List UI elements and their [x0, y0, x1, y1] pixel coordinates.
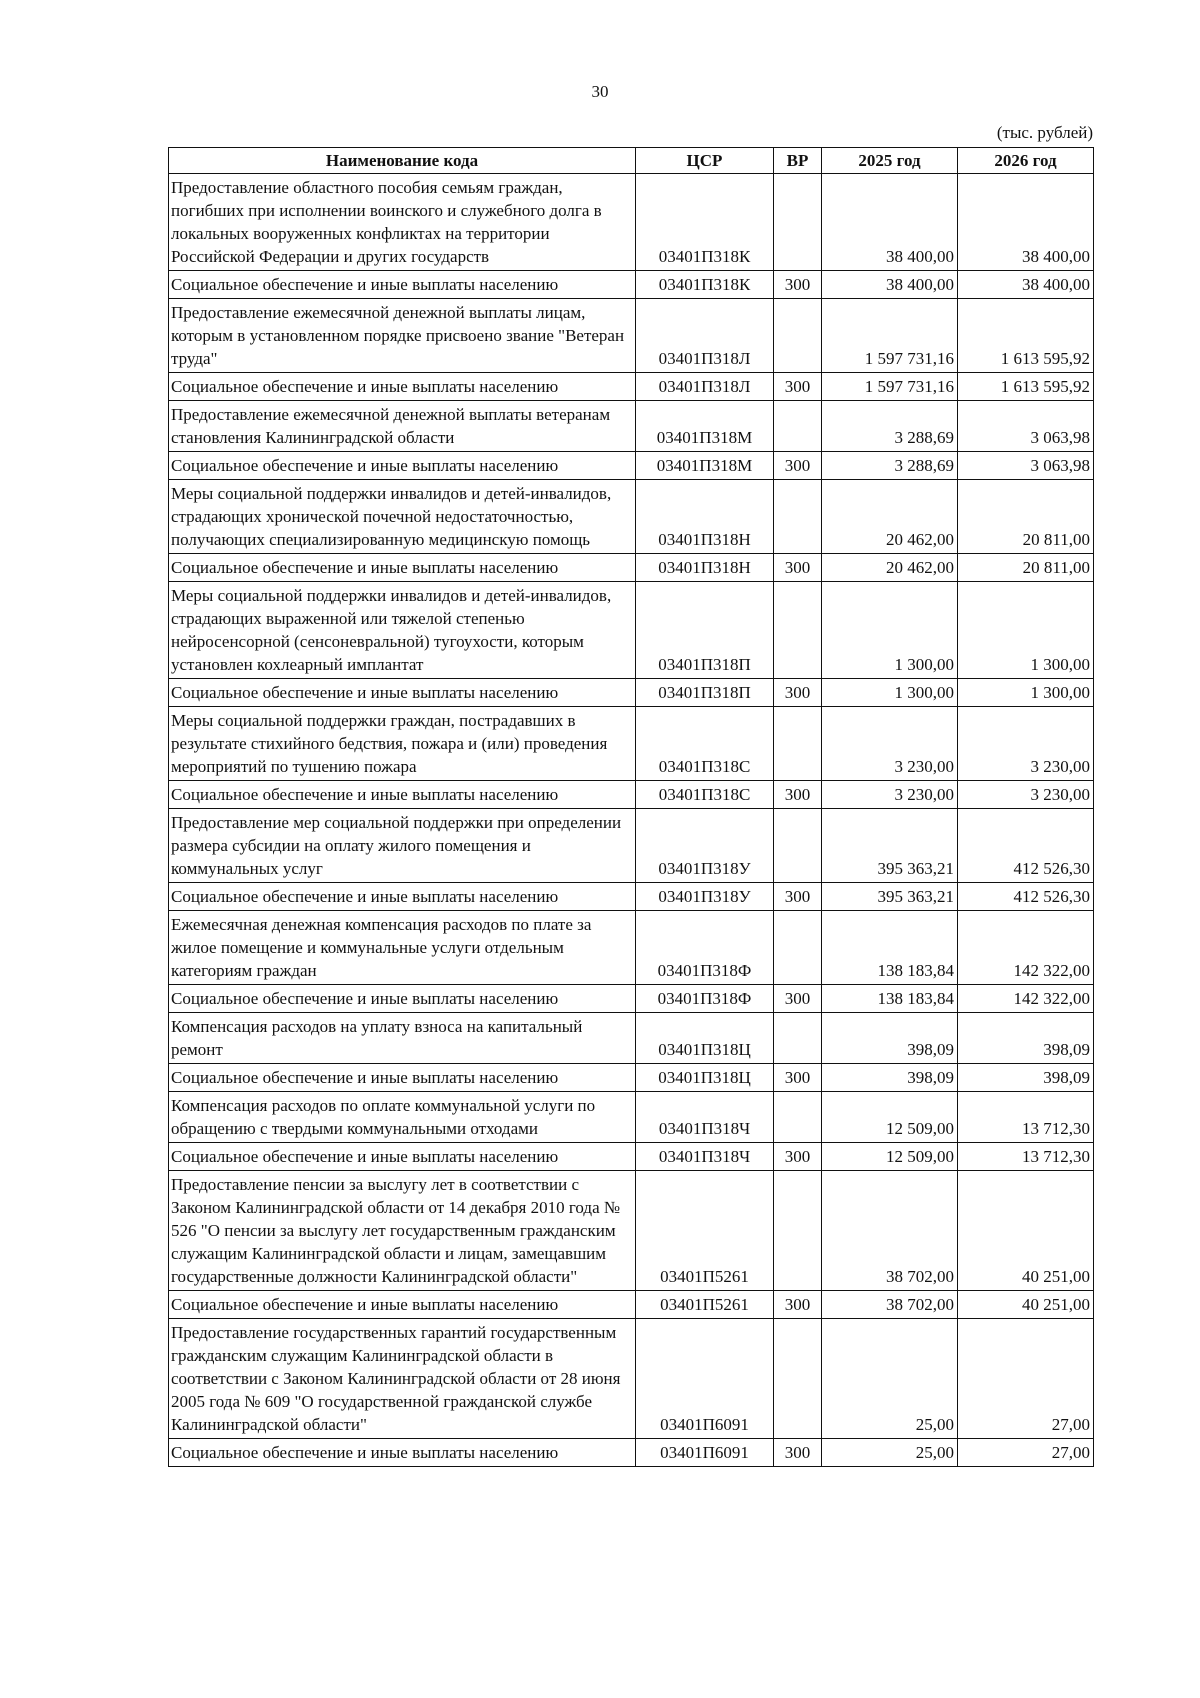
cell-2026: 27,00: [958, 1439, 1094, 1467]
cell-vr: [774, 707, 822, 781]
cell-2026: 3 230,00: [958, 781, 1094, 809]
cell-2026: 1 613 595,92: [958, 373, 1094, 401]
cell-name: Социальное обеспечение и иные выплаты населению: [169, 883, 636, 911]
cell-2026: 142 322,00: [958, 911, 1094, 985]
cell-2025: 25,00: [822, 1439, 958, 1467]
table-row: [169, 911, 1094, 985]
header-2025: 2025 год: [822, 148, 958, 174]
table-row: [169, 373, 1094, 401]
cell-2025: 20 462,00: [822, 554, 958, 582]
cell-csr: 03401П318Ц: [636, 1064, 774, 1092]
cell-vr: 300: [774, 883, 822, 911]
cell-2025: 38 702,00: [822, 1291, 958, 1319]
cell-2026: 1 300,00: [958, 582, 1094, 679]
cell-name: Социальное обеспечение и иные выплаты населению: [169, 985, 636, 1013]
header-2026: 2026 год: [958, 148, 1094, 174]
table-body: [169, 174, 1094, 1467]
cell-name: Предоставление мер социальной поддержки при определении размера субсидии на оплату жилого помещения и коммунальных услуг: [169, 809, 636, 883]
cell-vr: [774, 299, 822, 373]
cell-2025: 138 183,84: [822, 985, 958, 1013]
cell-2025: 20 462,00: [822, 480, 958, 554]
cell-vr: 300: [774, 271, 822, 299]
cell-2025: 1 597 731,16: [822, 299, 958, 373]
cell-name: Меры социальной поддержки инвалидов и детей-инвалидов, страдающих хронической почечной недостаточностью, получающих специализированную медицинскую помощь: [169, 480, 636, 554]
table-row: [169, 480, 1094, 554]
cell-2025: 1 597 731,16: [822, 373, 958, 401]
cell-2026: 3 063,98: [958, 452, 1094, 480]
table-row: [169, 299, 1094, 373]
table-row: [169, 174, 1094, 271]
table-row: [169, 707, 1094, 781]
cell-vr: 300: [774, 1439, 822, 1467]
cell-vr: 300: [774, 1291, 822, 1319]
cell-csr: 03401П318Ч: [636, 1143, 774, 1171]
table-row: [169, 1171, 1094, 1291]
cell-name: Компенсация расходов на уплату взноса на капитальный ремонт: [169, 1013, 636, 1064]
cell-csr: 03401П318К: [636, 271, 774, 299]
cell-csr: 03401П318Л: [636, 373, 774, 401]
cell-csr: 03401П318С: [636, 707, 774, 781]
table-row: [169, 1143, 1094, 1171]
cell-2026: 142 322,00: [958, 985, 1094, 1013]
cell-2026: 1 300,00: [958, 679, 1094, 707]
table-row: [169, 1291, 1094, 1319]
cell-name: Предоставление ежемесячной денежной выплаты лицам, которым в установленном порядке присвоено звание "Ветеран труда": [169, 299, 636, 373]
table-row: [169, 452, 1094, 480]
table-row: [169, 1064, 1094, 1092]
cell-2026: 20 811,00: [958, 480, 1094, 554]
cell-csr: 03401П318П: [636, 582, 774, 679]
header-name: Наименование кода: [169, 148, 636, 174]
cell-csr: 03401П318С: [636, 781, 774, 809]
cell-2025: 398,09: [822, 1064, 958, 1092]
cell-2025: 395 363,21: [822, 883, 958, 911]
cell-csr: 03401П5261: [636, 1171, 774, 1291]
cell-vr: 300: [774, 452, 822, 480]
cell-csr: 03401П5261: [636, 1291, 774, 1319]
page-number: 30: [591, 82, 609, 101]
cell-2026: 398,09: [958, 1013, 1094, 1064]
cell-name: Предоставление государственных гарантий государственным гражданским служащим Калининградской области в соответствии с Законом Калининградской области от 28 июня 2005 года № 609 "О государственной гражданской службе Калининградской области": [169, 1319, 636, 1439]
cell-name: Компенсация расходов по оплате коммунальной услуги по обращению с твердыми коммунальными отходами: [169, 1092, 636, 1143]
table-row: [169, 1439, 1094, 1467]
cell-csr: 03401П318Л: [636, 299, 774, 373]
cell-2025: 3 288,69: [822, 452, 958, 480]
header-csr: ЦСР: [636, 148, 774, 174]
cell-vr: 300: [774, 1064, 822, 1092]
cell-2026: 412 526,30: [958, 883, 1094, 911]
table-row: [169, 582, 1094, 679]
cell-vr: 300: [774, 781, 822, 809]
cell-name: Меры социальной поддержки инвалидов и детей-инвалидов, страдающих выраженной или тяжелой степенью нейросенсорной (сенсоневральной) тугоухости, которым установлен кохлеарный имплантат: [169, 582, 636, 679]
cell-name: Предоставление областного пособия семьям граждан, погибших при исполнении воинского и служебного долга в локальных вооруженных конфликтах на территории Российской Федерации и других государств: [169, 174, 636, 271]
cell-vr: [774, 174, 822, 271]
cell-2025: 3 230,00: [822, 781, 958, 809]
header-vr: ВР: [774, 148, 822, 174]
cell-2025: 1 300,00: [822, 679, 958, 707]
cell-2025: 138 183,84: [822, 911, 958, 985]
cell-name: Социальное обеспечение и иные выплаты населению: [169, 1439, 636, 1467]
cell-2026: 38 400,00: [958, 271, 1094, 299]
cell-name: Социальное обеспечение и иные выплаты населению: [169, 554, 636, 582]
cell-vr: [774, 1092, 822, 1143]
cell-name: Социальное обеспечение и иные выплаты населению: [169, 781, 636, 809]
cell-csr: 03401П318Ц: [636, 1013, 774, 1064]
cell-2025: 38 400,00: [822, 271, 958, 299]
cell-vr: 300: [774, 373, 822, 401]
cell-csr: 03401П318У: [636, 809, 774, 883]
cell-name: Меры социальной поддержки граждан, пострадавших в результате стихийного бедствия, пожара и (или) проведения мероприятий по тушению пожара: [169, 707, 636, 781]
cell-2025: 3 288,69: [822, 401, 958, 452]
cell-name: Социальное обеспечение и иные выплаты населению: [169, 1143, 636, 1171]
units-label: (тыс. рублей): [996, 123, 1093, 142]
table-row: [169, 781, 1094, 809]
cell-2026: 398,09: [958, 1064, 1094, 1092]
cell-2026: 40 251,00: [958, 1291, 1094, 1319]
cell-vr: [774, 582, 822, 679]
cell-name: Социальное обеспечение и иные выплаты населению: [169, 1064, 636, 1092]
cell-name: Социальное обеспечение и иные выплаты населению: [169, 679, 636, 707]
cell-csr: 03401П318М: [636, 452, 774, 480]
cell-2026: 1 613 595,92: [958, 299, 1094, 373]
cell-vr: [774, 911, 822, 985]
cell-csr: 03401П318У: [636, 883, 774, 911]
cell-name: Социальное обеспечение и иные выплаты населению: [169, 1291, 636, 1319]
cell-2025: 12 509,00: [822, 1092, 958, 1143]
table-row: [169, 1013, 1094, 1064]
cell-2026: 38 400,00: [958, 174, 1094, 271]
cell-2025: 398,09: [822, 1013, 958, 1064]
table-row: [169, 809, 1094, 883]
cell-name: Социальное обеспечение и иные выплаты населению: [169, 271, 636, 299]
table-row: [169, 271, 1094, 299]
cell-vr: [774, 1013, 822, 1064]
cell-csr: 03401П6091: [636, 1439, 774, 1467]
table-row: [169, 985, 1094, 1013]
cell-2026: 20 811,00: [958, 554, 1094, 582]
cell-csr: 03401П318Ф: [636, 985, 774, 1013]
table-row: [169, 883, 1094, 911]
cell-vr: 300: [774, 554, 822, 582]
cell-2025: 1 300,00: [822, 582, 958, 679]
cell-csr: 03401П318Н: [636, 554, 774, 582]
cell-2026: 40 251,00: [958, 1171, 1094, 1291]
cell-2026: 3 230,00: [958, 707, 1094, 781]
cell-name: Ежемесячная денежная компенсация расходов по плате за жилое помещение и коммунальные услуги отдельным категориям граждан: [169, 911, 636, 985]
cell-2026: 412 526,30: [958, 809, 1094, 883]
cell-csr: 03401П318П: [636, 679, 774, 707]
cell-vr: [774, 1171, 822, 1291]
cell-name: Предоставление ежемесячной денежной выплаты ветеранам становления Калининградской области: [169, 401, 636, 452]
cell-2026: 13 712,30: [958, 1092, 1094, 1143]
cell-name: Социальное обеспечение и иные выплаты населению: [169, 373, 636, 401]
cell-vr: [774, 401, 822, 452]
table-row: [169, 1319, 1094, 1439]
cell-vr: 300: [774, 679, 822, 707]
cell-vr: 300: [774, 985, 822, 1013]
cell-name: Социальное обеспечение и иные выплаты населению: [169, 452, 636, 480]
cell-2025: 38 702,00: [822, 1171, 958, 1291]
cell-name: Предоставление пенсии за выслугу лет в соответствии с Законом Калининградской области от 14 декабря 2010 года № 526 "О пенсии за выслугу лет государственным гражданским служащим Калининградской области и лицам, замещавшим государственные должности Калининградской области": [169, 1171, 636, 1291]
table-row: [169, 401, 1094, 452]
cell-2026: 27,00: [958, 1319, 1094, 1439]
cell-csr: 03401П318Ч: [636, 1092, 774, 1143]
cell-csr: 03401П318Н: [636, 480, 774, 554]
cell-csr: 03401П318Ф: [636, 911, 774, 985]
table-row: [169, 554, 1094, 582]
cell-2025: 12 509,00: [822, 1143, 958, 1171]
cell-2026: 13 712,30: [958, 1143, 1094, 1171]
table-row: [169, 679, 1094, 707]
cell-csr: 03401П6091: [636, 1319, 774, 1439]
table-row: [169, 1092, 1094, 1143]
cell-vr: 300: [774, 1143, 822, 1171]
cell-2026: 3 063,98: [958, 401, 1094, 452]
cell-vr: [774, 1319, 822, 1439]
table-header: [169, 148, 1094, 174]
cell-2025: 25,00: [822, 1319, 958, 1439]
cell-2025: 395 363,21: [822, 809, 958, 883]
cell-2025: 38 400,00: [822, 174, 958, 271]
budget-table: [168, 147, 1094, 1467]
cell-2025: 3 230,00: [822, 707, 958, 781]
cell-vr: [774, 809, 822, 883]
cell-vr: [774, 480, 822, 554]
cell-csr: 03401П318К: [636, 174, 774, 271]
cell-csr: 03401П318М: [636, 401, 774, 452]
